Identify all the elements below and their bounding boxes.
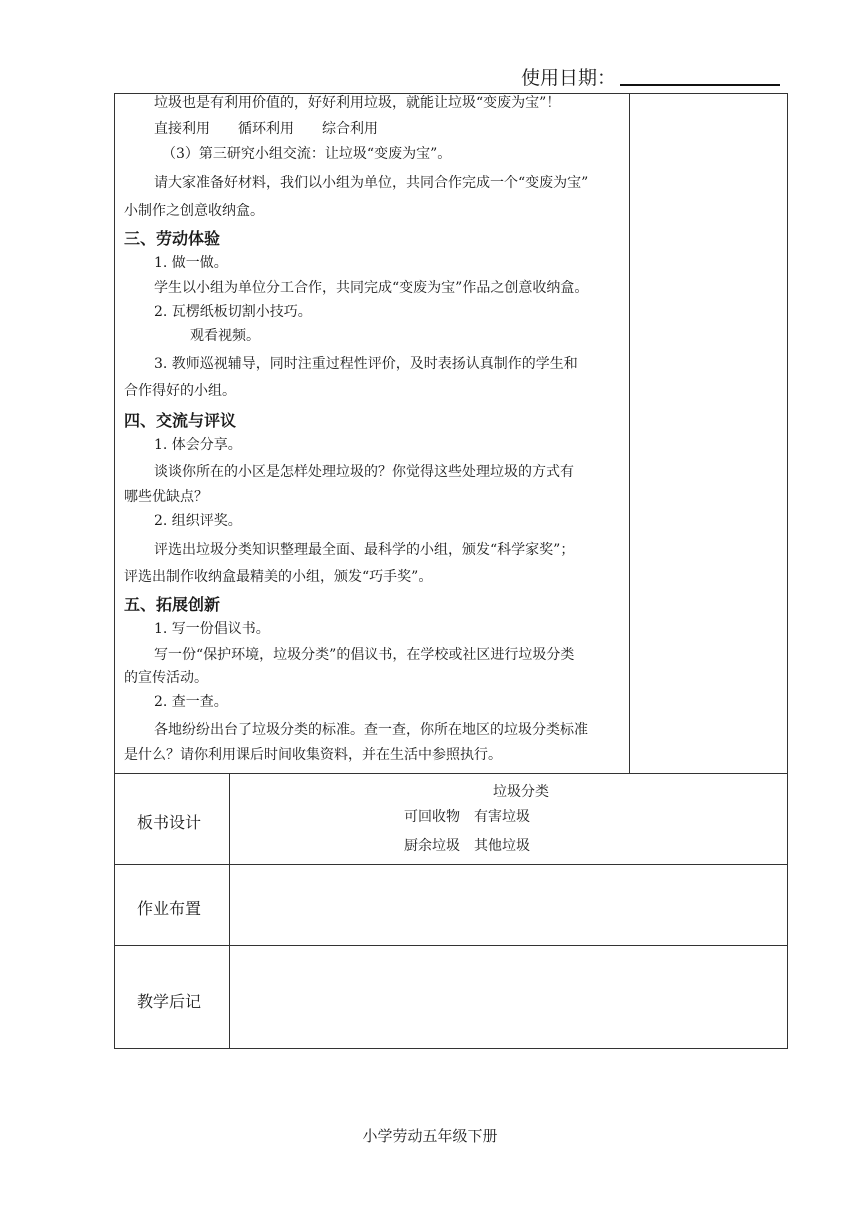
board-line-1: 可回收物 有害垃圾 (404, 809, 530, 825)
homework-label: 作业布置 (137, 899, 202, 918)
board-design-label: 板书设计 (137, 813, 202, 832)
row-divider-homework (114, 864, 788, 865)
text-line: 2. 组织评奖。 (154, 513, 242, 529)
usage-date (521, 62, 780, 90)
text-line: 1. 写一份倡议书。 (154, 621, 270, 637)
text-line: （3）第三研究小组交流：让垃圾“变废为宝”。 (162, 146, 452, 162)
text-line: 2. 查一查。 (154, 694, 228, 710)
row-divider-reflection (114, 945, 788, 946)
text-line: 学生以小组为单位分工合作，共同完成“变废为宝”作品之创意收纳盒。 (154, 280, 589, 296)
teaching-reflection-label: 教学后记 (137, 992, 202, 1011)
label-column-divider (229, 773, 230, 1049)
board-line-2: 厨余垃圾 其他垃圾 (404, 838, 530, 854)
text-line: 请大家准备好材料，我们以小组为单位，共同合作完成一个“变废为宝” (154, 175, 589, 191)
usage-date-label: 使用日期： (520, 67, 616, 89)
row-divider-board (114, 773, 788, 774)
text-line: 垃圾也是有利用价值的，好好利用垃圾，就能让垃圾“变废为宝”！ (154, 95, 561, 111)
page-footer: 小学劳动五年级下册 (362, 1127, 498, 1145)
text-line: 的宣传活动。 (124, 670, 208, 686)
board-title: 垃圾分类 (493, 784, 549, 800)
text-line: 谈谈你所在的小区是怎样处理垃圾的？你觉得这些处理垃圾的方式有 (154, 464, 574, 480)
section-heading-extension: 五、拓展创新 (124, 595, 221, 614)
text-line: 观看视频。 (190, 328, 260, 344)
text-line: 1. 做一做。 (154, 255, 228, 271)
right-notes-column-divider (629, 93, 630, 773)
text-line: 评选出制作收纳盒最精美的小组，颁发“巧手奖”。 (124, 569, 433, 585)
usage-date-blank (620, 84, 780, 86)
text-line: 哪些优缺点？ (124, 489, 208, 505)
text-line: 是什么？请你利用课后时间收集资料，并在生活中参照执行。 (124, 747, 502, 763)
text-line: 评选出垃圾分类知识整理最全面、最科学的小组，颁发“科学家奖”； (154, 542, 575, 558)
text-line: 2. 瓦楞纸板切割小技巧。 (154, 304, 312, 320)
section-heading-labor: 三、劳动体验 (124, 229, 221, 248)
text-line: 写一份“保护环境，垃圾分类”的倡议书，在学校或社区进行垃圾分类 (154, 647, 575, 663)
text-line: 小制作之创意收纳盒。 (124, 203, 264, 219)
text-line: 各地纷纷出台了垃圾分类的标准。查一查，你所在地区的垃圾分类标准 (154, 722, 588, 738)
text-line: 3. 教师巡视辅导，同时注重过程性评价，及时表扬认真制作的学生和 (154, 356, 578, 372)
text-line: 合作得好的小组。 (124, 383, 236, 399)
section-heading-exchange: 四、交流与评议 (124, 411, 237, 430)
text-line: 直接利用 循环利用 综合利用 (154, 121, 378, 137)
text-line: 1. 体会分享。 (154, 437, 242, 453)
